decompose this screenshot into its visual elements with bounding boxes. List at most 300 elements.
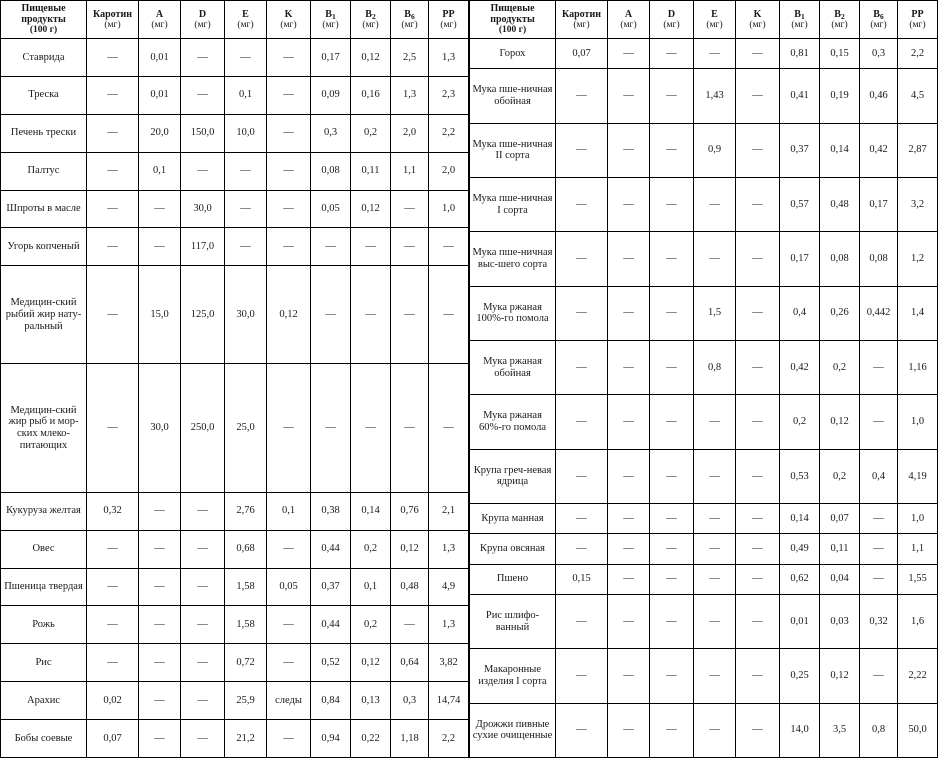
cell-vitamin-b2: 0,26 (820, 286, 860, 340)
cell-carotene: — (556, 594, 608, 648)
cell-vitamin-b2: 0,04 (820, 564, 860, 594)
header-vitamin-b1-label: B (794, 8, 801, 20)
table-row (1, 228, 469, 266)
table-header-row (470, 1, 938, 39)
cell-vitamin-e: 25,9 (225, 682, 267, 720)
table-row (1, 530, 469, 568)
cell-vitamin-b1: 0,52 (311, 644, 351, 682)
header-vitamin-b6-unit: (мг) (870, 19, 887, 30)
cell-vitamin-pp: 2,87 (898, 123, 938, 177)
cell-product-name: Мука ржаная 60%-го помола (470, 395, 556, 449)
cell-vitamin-d: 117,0 (181, 228, 225, 266)
cell-vitamin-e: — (694, 232, 736, 286)
header-vitamin-a-label: A (155, 8, 164, 20)
cell-vitamin-a: — (139, 228, 181, 266)
cell-carotene: — (87, 644, 139, 682)
cell-vitamin-e: 25,0 (225, 364, 267, 492)
cell-vitamin-e: 1,58 (225, 568, 267, 606)
cell-vitamin-d: — (650, 504, 694, 534)
cell-vitamin-k: — (736, 449, 780, 503)
cell-vitamin-k: следы (267, 682, 311, 720)
cell-vitamin-k: — (267, 39, 311, 77)
cell-vitamin-e: 0,1 (225, 76, 267, 114)
cell-vitamin-b6: 0,8 (860, 703, 898, 757)
table-row (1, 720, 469, 758)
header-vitamin-k-label: K (753, 8, 762, 20)
cell-vitamin-b1: 0,05 (311, 190, 351, 228)
cell-vitamin-k: 0,12 (267, 266, 311, 364)
cell-vitamin-a: — (608, 504, 650, 534)
header-product (1, 1, 87, 39)
cell-vitamin-pp: 1,6 (898, 594, 938, 648)
cell-carotene: 0,02 (87, 682, 139, 720)
header-vitamin-d-unit: (мг) (663, 19, 680, 30)
cell-vitamin-a: — (608, 649, 650, 703)
cell-vitamin-e: 0,68 (225, 530, 267, 568)
table-row (1, 190, 469, 228)
cell-vitamin-e: 1,58 (225, 606, 267, 644)
cell-product-name: Треска (1, 76, 87, 114)
cell-product-name: Рожь (1, 606, 87, 644)
cell-product-name: Печень трески (1, 114, 87, 152)
cell-vitamin-b6: — (391, 606, 429, 644)
header-vitamin-a-label: A (624, 8, 633, 20)
header-product-unit: (100 г) (29, 25, 58, 36)
table-row (470, 649, 938, 703)
cell-vitamin-pp: 4,19 (898, 449, 938, 503)
cell-vitamin-pp: 2,2 (429, 720, 469, 758)
cell-vitamin-d: — (181, 682, 225, 720)
header-vitamin-b1 (780, 1, 820, 39)
header-carotene-unit: (мг) (573, 19, 590, 30)
cell-product-name: Мука ржаная обойная (470, 341, 556, 395)
cell-vitamin-b6: — (391, 364, 429, 492)
cell-vitamin-e: — (694, 649, 736, 703)
cell-carotene: — (87, 114, 139, 152)
cell-vitamin-b6: — (860, 534, 898, 564)
cell-vitamin-b1: — (311, 228, 351, 266)
cell-vitamin-d: — (650, 395, 694, 449)
cell-carotene: — (87, 39, 139, 77)
cell-vitamin-b2: — (351, 228, 391, 266)
cell-vitamin-d: 250,0 (181, 364, 225, 492)
cell-vitamin-e: 1,5 (694, 286, 736, 340)
cell-vitamin-a: 0,01 (139, 76, 181, 114)
cell-vitamin-k: — (267, 76, 311, 114)
cell-carotene: — (556, 123, 608, 177)
cell-vitamin-a: — (608, 123, 650, 177)
header-vitamin-a (608, 1, 650, 39)
cell-vitamin-pp: 2,2 (898, 39, 938, 69)
cell-vitamin-k: 0,1 (267, 492, 311, 530)
header-vitamin-a (139, 1, 181, 39)
cell-vitamin-d: — (181, 76, 225, 114)
table-row (470, 341, 938, 395)
table-header-row (1, 1, 469, 39)
cell-vitamin-b1: 0,14 (780, 504, 820, 534)
table-row (470, 286, 938, 340)
header-vitamin-pp-label: PP (442, 8, 455, 20)
cell-vitamin-e: — (694, 594, 736, 648)
cell-vitamin-b1: 0,01 (780, 594, 820, 648)
cell-carotene: — (556, 177, 608, 231)
header-vitamin-e-label: E (242, 8, 249, 20)
cell-vitamin-a: — (139, 568, 181, 606)
cell-vitamin-b1: 0,57 (780, 177, 820, 231)
cell-vitamin-k: — (736, 534, 780, 564)
cell-product-name: Пшено (470, 564, 556, 594)
cell-vitamin-pp: 1,3 (429, 39, 469, 77)
header-vitamin-b6-label: B (404, 8, 411, 20)
cell-vitamin-e: — (694, 449, 736, 503)
header-vitamin-b1-unit: (мг) (791, 19, 808, 30)
cell-vitamin-b2: 0,11 (820, 534, 860, 564)
cell-product-name: Рис шлифо-ванный (470, 594, 556, 648)
cell-vitamin-d: — (650, 232, 694, 286)
cell-product-name: Рис (1, 644, 87, 682)
header-vitamin-b2 (351, 1, 391, 39)
cell-vitamin-d: — (650, 449, 694, 503)
cell-vitamin-b1: 0,2 (780, 395, 820, 449)
table-row (1, 152, 469, 190)
header-vitamin-b1-sub: 1 (331, 11, 336, 21)
cell-product-name: Кукуруза желтая (1, 492, 87, 530)
cell-vitamin-e: — (225, 152, 267, 190)
cell-vitamin-e: — (225, 228, 267, 266)
cell-vitamin-b2: 0,2 (820, 341, 860, 395)
cell-product-name: Горох (470, 39, 556, 69)
cell-vitamin-d: 30,0 (181, 190, 225, 228)
cell-vitamin-a: — (139, 644, 181, 682)
cell-vitamin-d: — (181, 568, 225, 606)
cell-vitamin-b2: 0,12 (820, 649, 860, 703)
cell-carotene: — (556, 286, 608, 340)
cell-product-name: Дрожжи пивные сухие очищенные (470, 703, 556, 757)
cell-vitamin-a: — (608, 703, 650, 757)
cell-vitamin-b1: 0,3 (311, 114, 351, 152)
header-product-unit: (100 г) (498, 25, 527, 36)
header-carotene (556, 1, 608, 39)
cell-vitamin-b1: 0,17 (311, 39, 351, 77)
cell-vitamin-k: — (736, 703, 780, 757)
table-row (470, 39, 938, 69)
cell-carotene: — (87, 530, 139, 568)
cell-vitamin-a: — (608, 395, 650, 449)
cell-vitamin-b6: 0,48 (391, 568, 429, 606)
cell-vitamin-b6: 0,17 (860, 177, 898, 231)
cell-product-name: Арахис (1, 682, 87, 720)
cell-vitamin-b6: 0,4 (860, 449, 898, 503)
cell-vitamin-d: 125,0 (181, 266, 225, 364)
cell-vitamin-pp: 1,0 (898, 504, 938, 534)
cell-vitamin-e: 30,0 (225, 266, 267, 364)
cell-vitamin-b2: 0,2 (351, 530, 391, 568)
cell-vitamin-b1: — (311, 364, 351, 492)
header-vitamin-k (736, 1, 780, 39)
cell-vitamin-a: — (608, 341, 650, 395)
table-row (1, 606, 469, 644)
cell-vitamin-pp: 1,1 (898, 534, 938, 564)
table-row (1, 76, 469, 114)
table-row (1, 114, 469, 152)
cell-vitamin-b2: 0,07 (820, 504, 860, 534)
cell-vitamin-pp: 3,2 (898, 177, 938, 231)
header-vitamin-d-label: D (198, 8, 207, 20)
cell-vitamin-a: — (608, 534, 650, 564)
table-row (470, 594, 938, 648)
cell-vitamin-b6: 2,5 (391, 39, 429, 77)
cell-vitamin-b2: 0,19 (820, 69, 860, 123)
cell-product-name: Макаронные изделия I сорта (470, 649, 556, 703)
cell-vitamin-a: 15,0 (139, 266, 181, 364)
header-carotene-label: Каротин (93, 8, 132, 20)
cell-vitamin-k: — (736, 286, 780, 340)
cell-carotene: — (87, 266, 139, 364)
cell-vitamin-b2: — (351, 266, 391, 364)
cell-vitamin-pp: — (429, 228, 469, 266)
header-vitamin-b2-unit: (мг) (831, 19, 848, 30)
cell-vitamin-a: — (608, 286, 650, 340)
cell-vitamin-b1: 0,49 (780, 534, 820, 564)
cell-vitamin-k: — (736, 594, 780, 648)
cell-vitamin-k: — (267, 364, 311, 492)
cell-vitamin-b2: 0,08 (820, 232, 860, 286)
cell-vitamin-pp: 14,74 (429, 682, 469, 720)
cell-vitamin-pp: 4,5 (898, 69, 938, 123)
header-vitamin-a-unit: (мг) (151, 19, 168, 30)
cell-vitamin-k: — (736, 395, 780, 449)
cell-vitamin-k: — (736, 177, 780, 231)
cell-vitamin-pp: 1,2 (898, 232, 938, 286)
cell-vitamin-e: 0,8 (694, 341, 736, 395)
cell-vitamin-b1: 0,37 (780, 123, 820, 177)
cell-carotene: — (556, 703, 608, 757)
cell-vitamin-b2: 0,14 (820, 123, 860, 177)
cell-vitamin-k: — (736, 564, 780, 594)
cell-vitamin-e: 0,72 (225, 644, 267, 682)
cell-vitamin-b6: 1,3 (391, 76, 429, 114)
cell-product-name: Мука пше-ничная II сорта (470, 123, 556, 177)
cell-vitamin-b6: — (860, 504, 898, 534)
cell-vitamin-k: — (267, 530, 311, 568)
cell-vitamin-b6: — (391, 266, 429, 364)
table-row (470, 564, 938, 594)
cell-vitamin-b1: 0,25 (780, 649, 820, 703)
cell-vitamin-pp: 2,0 (429, 152, 469, 190)
table-row (470, 123, 938, 177)
header-vitamin-b2-unit: (мг) (362, 19, 379, 30)
table-row (1, 364, 469, 492)
cell-vitamin-b6: 0,46 (860, 69, 898, 123)
cell-vitamin-b2: 0,48 (820, 177, 860, 231)
cell-carotene: — (87, 568, 139, 606)
header-vitamin-d (181, 1, 225, 39)
table-row (1, 492, 469, 530)
cell-carotene: — (556, 232, 608, 286)
cell-vitamin-b2: 0,03 (820, 594, 860, 648)
header-vitamin-b1-label: B (325, 8, 332, 20)
cell-carotene: — (556, 504, 608, 534)
cell-vitamin-e: — (694, 504, 736, 534)
cell-vitamin-a: — (608, 39, 650, 69)
cell-vitamin-b1: 0,94 (311, 720, 351, 758)
cell-vitamin-a: 0,01 (139, 39, 181, 77)
cell-vitamin-d: — (650, 69, 694, 123)
cell-product-name: Ставрида (1, 39, 87, 77)
header-vitamin-b1-sub: 1 (800, 11, 805, 21)
cell-vitamin-pp: 1,55 (898, 564, 938, 594)
cell-vitamin-b6: 0,64 (391, 644, 429, 682)
cell-vitamin-a: — (608, 449, 650, 503)
header-vitamin-d-label: D (667, 8, 676, 20)
cell-carotene: — (87, 228, 139, 266)
header-product (470, 1, 556, 39)
cell-vitamin-d: — (650, 177, 694, 231)
cell-vitamin-k: — (736, 123, 780, 177)
cell-vitamin-a: — (608, 232, 650, 286)
cell-vitamin-b1: 0,84 (311, 682, 351, 720)
cell-vitamin-d: — (650, 39, 694, 69)
cell-vitamin-b6: 1,1 (391, 152, 429, 190)
cell-vitamin-b1: 0,37 (311, 568, 351, 606)
cell-vitamin-d: — (181, 644, 225, 682)
header-vitamin-b2-label: B (834, 8, 841, 20)
cell-vitamin-b1: 0,09 (311, 76, 351, 114)
cell-vitamin-b6: — (391, 190, 429, 228)
header-vitamin-pp-unit: (мг) (909, 19, 926, 30)
header-product-label: Пищевые продукты (21, 3, 66, 26)
cell-vitamin-b6: 0,3 (860, 39, 898, 69)
cell-vitamin-b2: 0,2 (820, 449, 860, 503)
header-vitamin-e (225, 1, 267, 39)
table-row (470, 504, 938, 534)
header-vitamin-k-label: K (284, 8, 293, 20)
cell-vitamin-e: — (694, 564, 736, 594)
cell-vitamin-b2: — (351, 364, 391, 492)
cell-vitamin-e: 10,0 (225, 114, 267, 152)
table-row (470, 232, 938, 286)
cell-vitamin-k: — (267, 152, 311, 190)
cell-vitamin-k: — (267, 228, 311, 266)
header-vitamin-e-unit: (мг) (237, 19, 254, 30)
cell-carotene: — (556, 534, 608, 564)
cell-vitamin-b2: 0,13 (351, 682, 391, 720)
cell-vitamin-b2: 0,2 (351, 114, 391, 152)
header-vitamin-e-unit: (мг) (706, 19, 723, 30)
cell-vitamin-b1: 14,0 (780, 703, 820, 757)
cell-vitamin-b2: 3,5 (820, 703, 860, 757)
cell-vitamin-k: 0,05 (267, 568, 311, 606)
table-body-left (1, 39, 469, 758)
header-vitamin-d-unit: (мг) (194, 19, 211, 30)
cell-vitamin-k: — (267, 606, 311, 644)
cell-vitamin-b2: 0,14 (351, 492, 391, 530)
cell-vitamin-d: — (181, 606, 225, 644)
cell-vitamin-b6: — (860, 395, 898, 449)
cell-vitamin-a: — (139, 720, 181, 758)
cell-vitamin-k: — (267, 114, 311, 152)
cell-vitamin-b2: 0,12 (820, 395, 860, 449)
cell-carotene: — (556, 449, 608, 503)
cell-vitamin-b1: 0,44 (311, 606, 351, 644)
header-vitamin-pp-unit: (мг) (440, 19, 457, 30)
header-vitamin-pp (429, 1, 469, 39)
cell-vitamin-b2: 0,15 (820, 39, 860, 69)
cell-product-name: Овес (1, 530, 87, 568)
cell-vitamin-k: — (736, 232, 780, 286)
cell-vitamin-b6: 0,3 (391, 682, 429, 720)
cell-vitamin-pp: 1,0 (898, 395, 938, 449)
cell-carotene: — (87, 190, 139, 228)
cell-vitamin-b6: 1,18 (391, 720, 429, 758)
header-vitamin-b6-label: B (873, 8, 880, 20)
cell-carotene: — (556, 69, 608, 123)
cell-vitamin-b1: — (311, 266, 351, 364)
cell-vitamin-pp: 2,1 (429, 492, 469, 530)
table-row (470, 177, 938, 231)
table-row (1, 644, 469, 682)
cell-vitamin-b6: — (391, 228, 429, 266)
header-vitamin-k-unit: (мг) (280, 19, 297, 30)
cell-vitamin-e: 1,43 (694, 69, 736, 123)
table-row (1, 568, 469, 606)
cell-vitamin-a: — (139, 190, 181, 228)
cell-vitamin-k: — (736, 69, 780, 123)
cell-vitamin-e: — (225, 39, 267, 77)
header-vitamin-b6 (860, 1, 898, 39)
cell-vitamin-k: — (736, 649, 780, 703)
cell-vitamin-k: — (736, 341, 780, 395)
cell-product-name: Мука пше-ничная выс-шего сорта (470, 232, 556, 286)
cell-vitamin-e: 21,2 (225, 720, 267, 758)
cell-vitamin-k: — (267, 644, 311, 682)
cell-vitamin-b2: 0,12 (351, 644, 391, 682)
cell-carotene: — (87, 364, 139, 492)
cell-vitamin-d: — (650, 534, 694, 564)
cell-vitamin-b1: 0,08 (311, 152, 351, 190)
cell-vitamin-e: — (694, 395, 736, 449)
header-vitamin-d (650, 1, 694, 39)
cell-vitamin-b2: 0,12 (351, 39, 391, 77)
cell-carotene: — (556, 341, 608, 395)
cell-product-name: Шпроты в масле (1, 190, 87, 228)
cell-vitamin-b2: 0,11 (351, 152, 391, 190)
cell-product-name: Угорь копченый (1, 228, 87, 266)
cell-carotene: 0,15 (556, 564, 608, 594)
cell-vitamin-k: — (736, 39, 780, 69)
cell-vitamin-d: — (650, 594, 694, 648)
header-vitamin-b6-sub: 6 (879, 11, 884, 21)
cell-carotene: — (556, 395, 608, 449)
cell-vitamin-d: 150,0 (181, 114, 225, 152)
cell-vitamin-pp: 2,2 (429, 114, 469, 152)
cell-vitamin-a: — (139, 682, 181, 720)
header-carotene (87, 1, 139, 39)
cell-vitamin-pp: 4,9 (429, 568, 469, 606)
cell-vitamin-e: — (694, 703, 736, 757)
cell-vitamin-d: — (181, 492, 225, 530)
header-vitamin-b2-sub: 2 (840, 11, 845, 21)
cell-vitamin-a: — (608, 594, 650, 648)
cell-vitamin-pp: 1,0 (429, 190, 469, 228)
cell-vitamin-d: — (650, 649, 694, 703)
cell-vitamin-b1: 0,17 (780, 232, 820, 286)
header-vitamin-b2-label: B (365, 8, 372, 20)
header-vitamin-b6-sub: 6 (410, 11, 415, 21)
cell-vitamin-pp: 1,3 (429, 530, 469, 568)
cell-vitamin-b1: 0,62 (780, 564, 820, 594)
cell-vitamin-pp: 2,22 (898, 649, 938, 703)
